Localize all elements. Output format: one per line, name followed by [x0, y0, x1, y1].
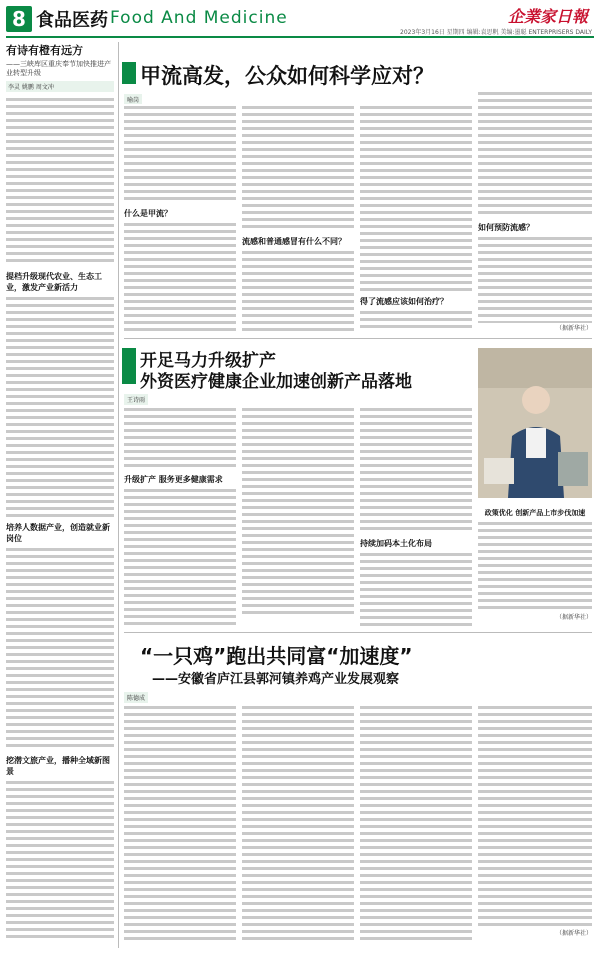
- section-divider: [124, 338, 592, 339]
- third-source: （据新华社）: [555, 930, 592, 937]
- second-headline-line1: 开足马力升级扩产: [140, 351, 276, 371]
- second-body-text: [360, 406, 472, 534]
- section-title-en: Food And Medicine: [110, 8, 288, 28]
- second-body-text: [478, 520, 592, 612]
- page-number-badge: 8: [6, 6, 32, 32]
- photo-caption: 政策优化 创新产品上市步伐加速: [484, 509, 586, 517]
- left-body-text-2: [6, 295, 114, 517]
- second-col-3: [360, 406, 472, 626]
- main-body-text: [478, 90, 592, 218]
- second-subhead-1: 升级扩产 服务更多健康需求: [124, 475, 223, 484]
- main-subhead-2: 流感和普通感冒有什么不同？: [242, 237, 346, 246]
- third-body-text: [478, 704, 592, 928]
- second-body-text: [124, 487, 236, 626]
- main-col-3: [360, 104, 472, 332]
- section-divider: [124, 632, 592, 633]
- second-body-text: [124, 406, 236, 470]
- paper-logo: 企業家日報: [507, 7, 588, 26]
- left-body-text-4: [6, 779, 114, 939]
- main-col-1: [124, 104, 236, 332]
- second-col-1: [124, 406, 236, 626]
- second-byline: 王诗雨: [124, 394, 148, 405]
- third-col-1: [124, 704, 236, 948]
- main-source: （据新华社）: [555, 325, 592, 332]
- third-col-2: [242, 704, 354, 948]
- left-body-text-3: [6, 546, 114, 750]
- second-body-text: [242, 406, 354, 618]
- second-headline-line2: 外资医疗健康企业加速创新产品落地: [140, 372, 412, 392]
- main-body-text: [124, 104, 236, 204]
- second-source: （据新华社）: [555, 614, 592, 621]
- main-subhead-1: 什么是甲流？: [124, 209, 172, 218]
- third-body-text: [124, 704, 236, 944]
- third-body-text: [242, 704, 354, 944]
- main-subhead-4: 如何预防流感？: [478, 223, 534, 232]
- main-body-text: [478, 235, 592, 323]
- third-col-3: [360, 704, 472, 948]
- third-body-text: [360, 704, 472, 944]
- headline-marker: [122, 62, 136, 84]
- article-photo: [478, 348, 592, 498]
- main-subhead-3: 得了流感应该如何治疗？: [360, 297, 448, 306]
- third-col-4: [478, 704, 592, 948]
- main-body-text: [124, 221, 236, 332]
- headline-marker: [122, 348, 136, 384]
- masthead-rule: [6, 36, 594, 38]
- second-body-text: [360, 551, 472, 626]
- main-col-2: [242, 104, 354, 332]
- main-body-text: [360, 104, 472, 292]
- third-headline-line2: ——安徽省庐江县郭河镇养鸡产业发展观察: [152, 672, 400, 687]
- second-col-2: [242, 406, 354, 626]
- second-col-4: [478, 520, 592, 624]
- photo-illustration: [478, 348, 592, 498]
- left-subhead-1: 提档升级现代农业、生态工业，激发产业新活力: [6, 272, 102, 292]
- column-divider: [118, 42, 119, 948]
- main-byline: 喻岗: [124, 94, 142, 105]
- left-byline: 李灵 姚鹏 周文冲: [6, 81, 114, 92]
- main-body-text: [242, 104, 354, 232]
- third-byline: 陈德成: [124, 692, 148, 703]
- left-subheadline: ——三峡库区重庆奉节加快推进产业转型升级: [6, 60, 111, 77]
- left-body-text-1: [6, 96, 114, 266]
- main-body-text: [242, 249, 354, 332]
- dateline: 2023年3月16日 星期四 编辑:袁思帆 美编:墨聪 ENTERPRISERS DAILY: [400, 29, 592, 36]
- left-headline: 有诗有橙有远方: [6, 44, 83, 57]
- left-subhead-2: 培养人数据产业，创造就业新岗位: [6, 523, 110, 543]
- section-title-cn: 食品医药: [36, 10, 108, 31]
- second-subhead-2: 持续加码本土化布局: [360, 539, 432, 548]
- third-headline-line1: “一只鸡”跑出共同富“加速度”: [140, 644, 413, 668]
- main-body-text: [360, 309, 472, 332]
- main-col-4: [478, 90, 592, 332]
- main-headline: 甲流高发，公众如何科学应对？: [140, 64, 434, 88]
- left-article: [6, 42, 114, 948]
- left-subhead-3: 挖潜文旅产业，播种全域新图景: [6, 756, 110, 776]
